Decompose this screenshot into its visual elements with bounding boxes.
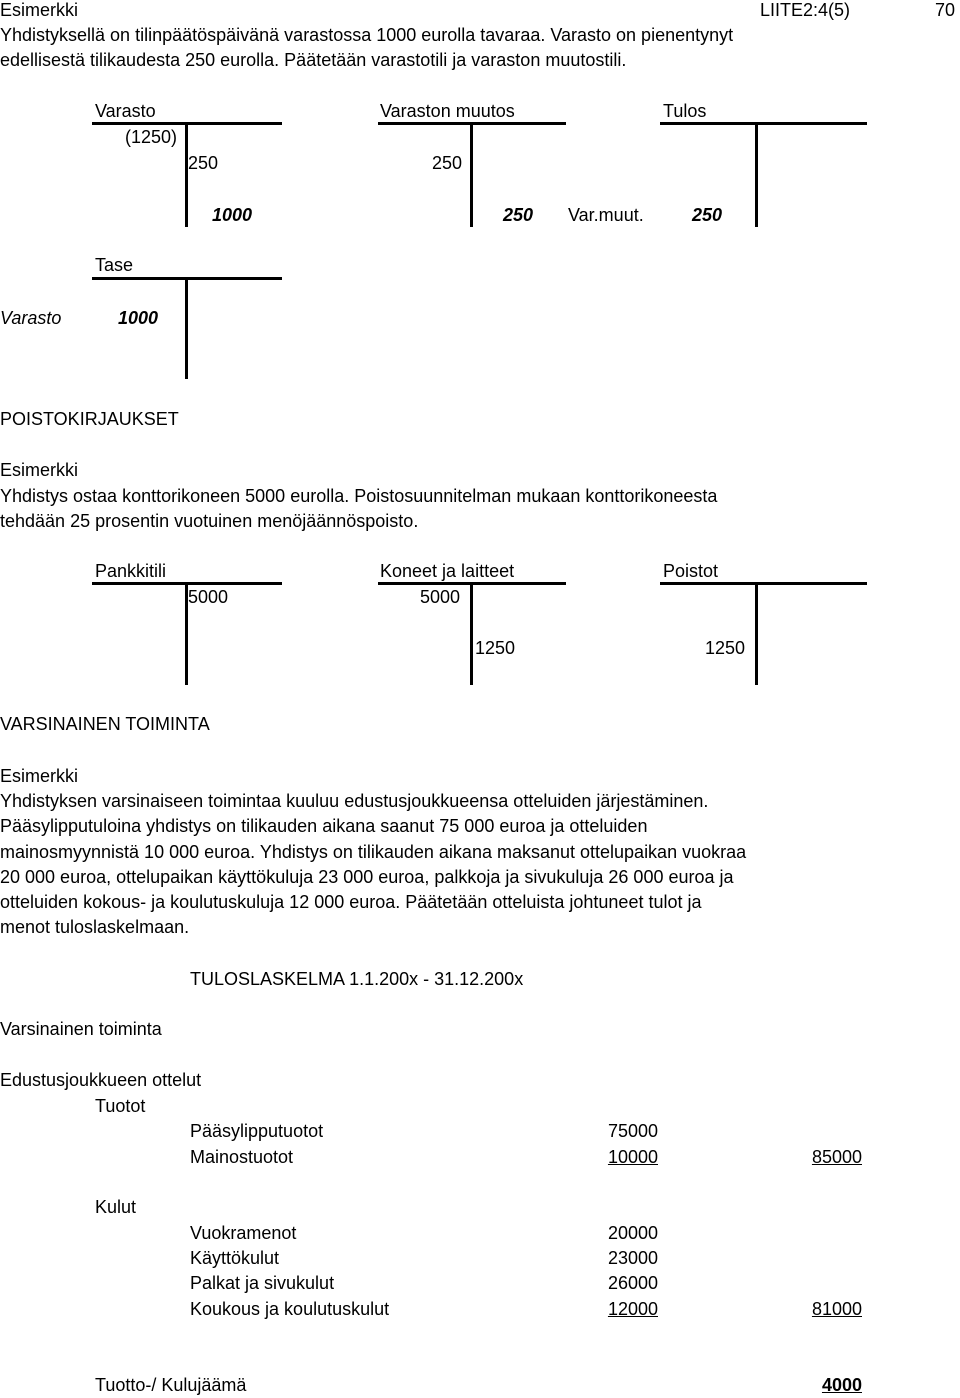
varsinainen-text-line: 20 000 euroa, ottelupaikan käyttökuluja 23 000 euroa, palkkoja ja sivukuluja 26 000 euroa ja [0,867,734,887]
income-row-amount-value: 10000 [607,1147,658,1167]
t-account-varasto-opening: (1250) [125,127,178,147]
poistot-text-line1: Yhdistys ostaa konttorikoneen 5000 eurolla. Poistosuunnitelman mukaan konttorikoneesta [0,486,718,506]
header-appendix-label: LIITE2:4(5) [760,0,851,20]
income-statement-title: TULOSLASKELMA 1.1.200x - 31.12.200x [190,969,524,989]
t-account-tulos-hline [660,122,867,125]
t-account-varasto-vline [185,122,188,227]
t-account-tase-title: Tase [95,255,134,275]
income-total-value: 85000 [811,1147,862,1167]
example1-text-line2: edellisestä tilikaudesta 250 eurolla. Päätetään varastotili ja varaston muutostili. [0,50,627,70]
varsinainen-example-label: Esimerkki [0,766,79,786]
t-account-tulos-vline [755,122,758,227]
t-account-tulos-debit-label: Var.muut. [568,205,644,225]
expense-row-amount: 26000 [607,1273,658,1293]
t-account-koneet-title: Koneet ja laitteet [380,561,515,581]
t-account-muutos-debit: 250 [432,153,463,173]
t-account-tase-value: 1000 [118,308,159,328]
t-account-koneet-debit: 5000 [420,587,461,607]
income-statement-kulut-label: Kulut [95,1197,137,1217]
income-row-amount [558,1146,658,1168]
income-statement-tuotot-label: Tuotot [95,1096,146,1116]
poistot-example-label: Esimerkki [0,460,79,480]
header-example-label: Esimerkki [0,0,79,20]
expense-row-amount: 23000 [607,1248,658,1268]
t-account-varasto-title: Varasto [95,101,156,121]
income-row-label: Pääsylipputuotot [190,1121,324,1141]
result-value-text: 4000 [821,1375,862,1395]
t-account-muutos-vline [470,122,473,227]
t-account-pankkitili-title: Pankkitili [95,561,167,581]
expense-row-amount-value: 12000 [607,1299,658,1319]
expense-row-label: Palkat ja sivukulut [190,1273,335,1293]
poistot-text-line2: tehdään 25 prosentin vuotuinen menöjäännöspoisto. [0,511,419,531]
t-account-koneet-vline [470,582,473,685]
expense-row-label: Käyttökulut [190,1248,280,1268]
varsinainen-text-line: mainosmyynnistä 10 000 euroa. Yhdistys on tilikauden aikana maksanut ottelupaikan vuokraa [0,842,747,862]
expense-total [762,1298,862,1320]
expense-row-amount: 20000 [607,1223,658,1243]
varsinainen-text-line: otteluiden kokous- ja koulutuskuluja 12 000 euroa. Päätetään otteluista johtuneet tulot ja [0,892,702,912]
t-account-tase-row-label: Varasto [0,308,62,328]
t-account-tase-vline [185,277,188,379]
t-account-poistot-hline [660,582,867,585]
varsinainen-text-line: menot tuloslaskelmaan. [0,917,190,937]
section-heading-varsinainen-toiminta: VARSINAINEN TOIMINTA [0,714,210,734]
t-account-pankkitili-credit: 5000 [188,587,229,607]
income-row-label: Mainostuotot [190,1147,294,1167]
t-account-varasto-debit: 250 [188,153,219,173]
section-heading-poistokirjaukset: POISTOKIRJAUKSET [0,409,179,429]
example1-text-line1: Yhdistyksellä on tilinpäätöspäivänä varastossa 1000 eurolla tavaraa. Varasto on pienentynyt [0,25,734,45]
result-value [762,1374,862,1396]
t-account-muutos-credit: 250 [503,205,534,225]
income-statement-subsection: Edustusjoukkueen ottelut [0,1070,202,1090]
t-account-poistot-debit: 1250 [705,638,746,658]
expense-row-amount [558,1298,658,1320]
expense-row-label: Vuokramenot [190,1223,297,1243]
expense-total-value: 81000 [811,1299,862,1319]
income-statement-section: Varsinainen toiminta [0,1019,162,1039]
t-account-poistot-title: Poistot [663,561,719,581]
t-account-tulos-debit: 250 [692,205,723,225]
expense-row-label: Koukous ja koulutuskulut [190,1299,390,1319]
t-account-poistot-vline [755,582,758,685]
page-number: 70 [935,0,956,20]
t-account-varasto-credit: 1000 [212,205,253,225]
varsinainen-text-line: Pääsylipputuloina yhdistys on tilikauden aikana saanut 75 000 euroa ja otteluiden [0,816,648,836]
t-account-varaston-muutos-title: Varaston muutos [380,101,515,121]
varsinainen-text-line: Yhdistyksen varsinaiseen toimintaa kuuluu edustusjoukkueensa otteluiden järjestäminen. [0,791,709,811]
income-total [762,1146,862,1168]
result-label: Tuotto-/ Kulujäämä [95,1375,247,1395]
t-account-tulos-title: Tulos [663,101,707,121]
t-account-koneet-credit: 1250 [475,638,516,658]
income-row-amount: 75000 [607,1121,658,1141]
